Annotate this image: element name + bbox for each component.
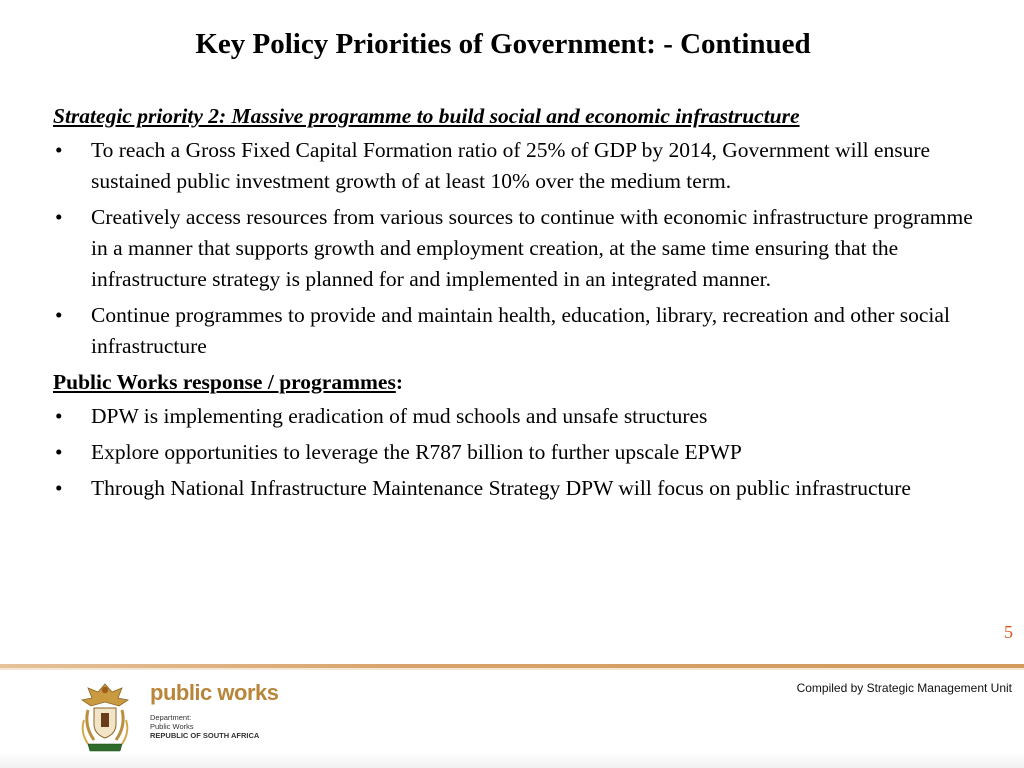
strategic-priority-bullet-list <box>53 135 983 362</box>
bullet-text: DPW is implementing eradication of mud schools and unsafe structures <box>91 404 708 428</box>
logo-department-label: Department: <box>150 713 192 722</box>
bullet-text: Explore opportunities to leverage the R787 billion to further upscale EPWP <box>91 440 742 464</box>
list-item <box>53 300 971 362</box>
strategic-priority-heading-text: Strategic priority 2: Massive programme to build social and economic infrastructure <box>53 104 800 128</box>
page-number: 5 <box>1004 622 1013 642</box>
bullet-text: Creatively access resources from various sources to continue with economic infrastructure programme in a manner that supports growth and employment creation, at the same time ensuring that the infrastructure strategy is planned for and implemented in an integrated manner. <box>91 205 973 291</box>
logo-name: public works <box>150 680 279 705</box>
public-works-heading-text: Public Works response / programmes <box>53 370 396 394</box>
bullet-text: Through National Infrastructure Maintenance Strategy DPW will focus on public infrastructure <box>91 476 911 500</box>
footer-bottom-band <box>0 752 1024 768</box>
bullet-text: To reach a Gross Fixed Capital Formation ratio of 25% of GDP by 2014, Government will ensure sustained public investment growth of at least 10% over the medium term. <box>91 138 931 193</box>
list-item <box>53 473 971 504</box>
list-item <box>53 401 971 432</box>
list-item <box>53 437 971 468</box>
section-heading-public-works <box>53 367 983 398</box>
bullet-icon: • <box>55 138 63 162</box>
logo-country: REPUBLIC OF SOUTH AFRICA <box>150 731 260 740</box>
section-heading-strategic-priority <box>53 101 983 132</box>
list-item <box>53 202 991 295</box>
footer-divider-shadow <box>0 668 1024 670</box>
compiled-by-text: Compiled by Strategic Management Unit <box>796 681 1012 695</box>
slide-title: Key Policy Priorities of Government: - Continued <box>195 28 811 60</box>
bullet-icon: • <box>55 440 63 464</box>
coat-of-arms-icon <box>74 680 136 754</box>
public-works-heading-suffix: : <box>395 370 403 394</box>
bullet-icon: • <box>55 205 63 229</box>
public-works-bullet-list <box>53 401 983 504</box>
logo-department-name: Public Works <box>150 721 194 731</box>
list-item <box>53 135 971 197</box>
logo-text <box>150 680 300 741</box>
bullet-icon: • <box>55 476 63 500</box>
bullet-icon: • <box>55 303 63 327</box>
bullet-text: Continue programmes to provide and maintain health, education, library, recreation and other social infrastructure <box>91 303 950 358</box>
slide-content <box>53 101 983 509</box>
public-works-logo <box>74 680 294 754</box>
bullet-icon: • <box>55 404 63 428</box>
